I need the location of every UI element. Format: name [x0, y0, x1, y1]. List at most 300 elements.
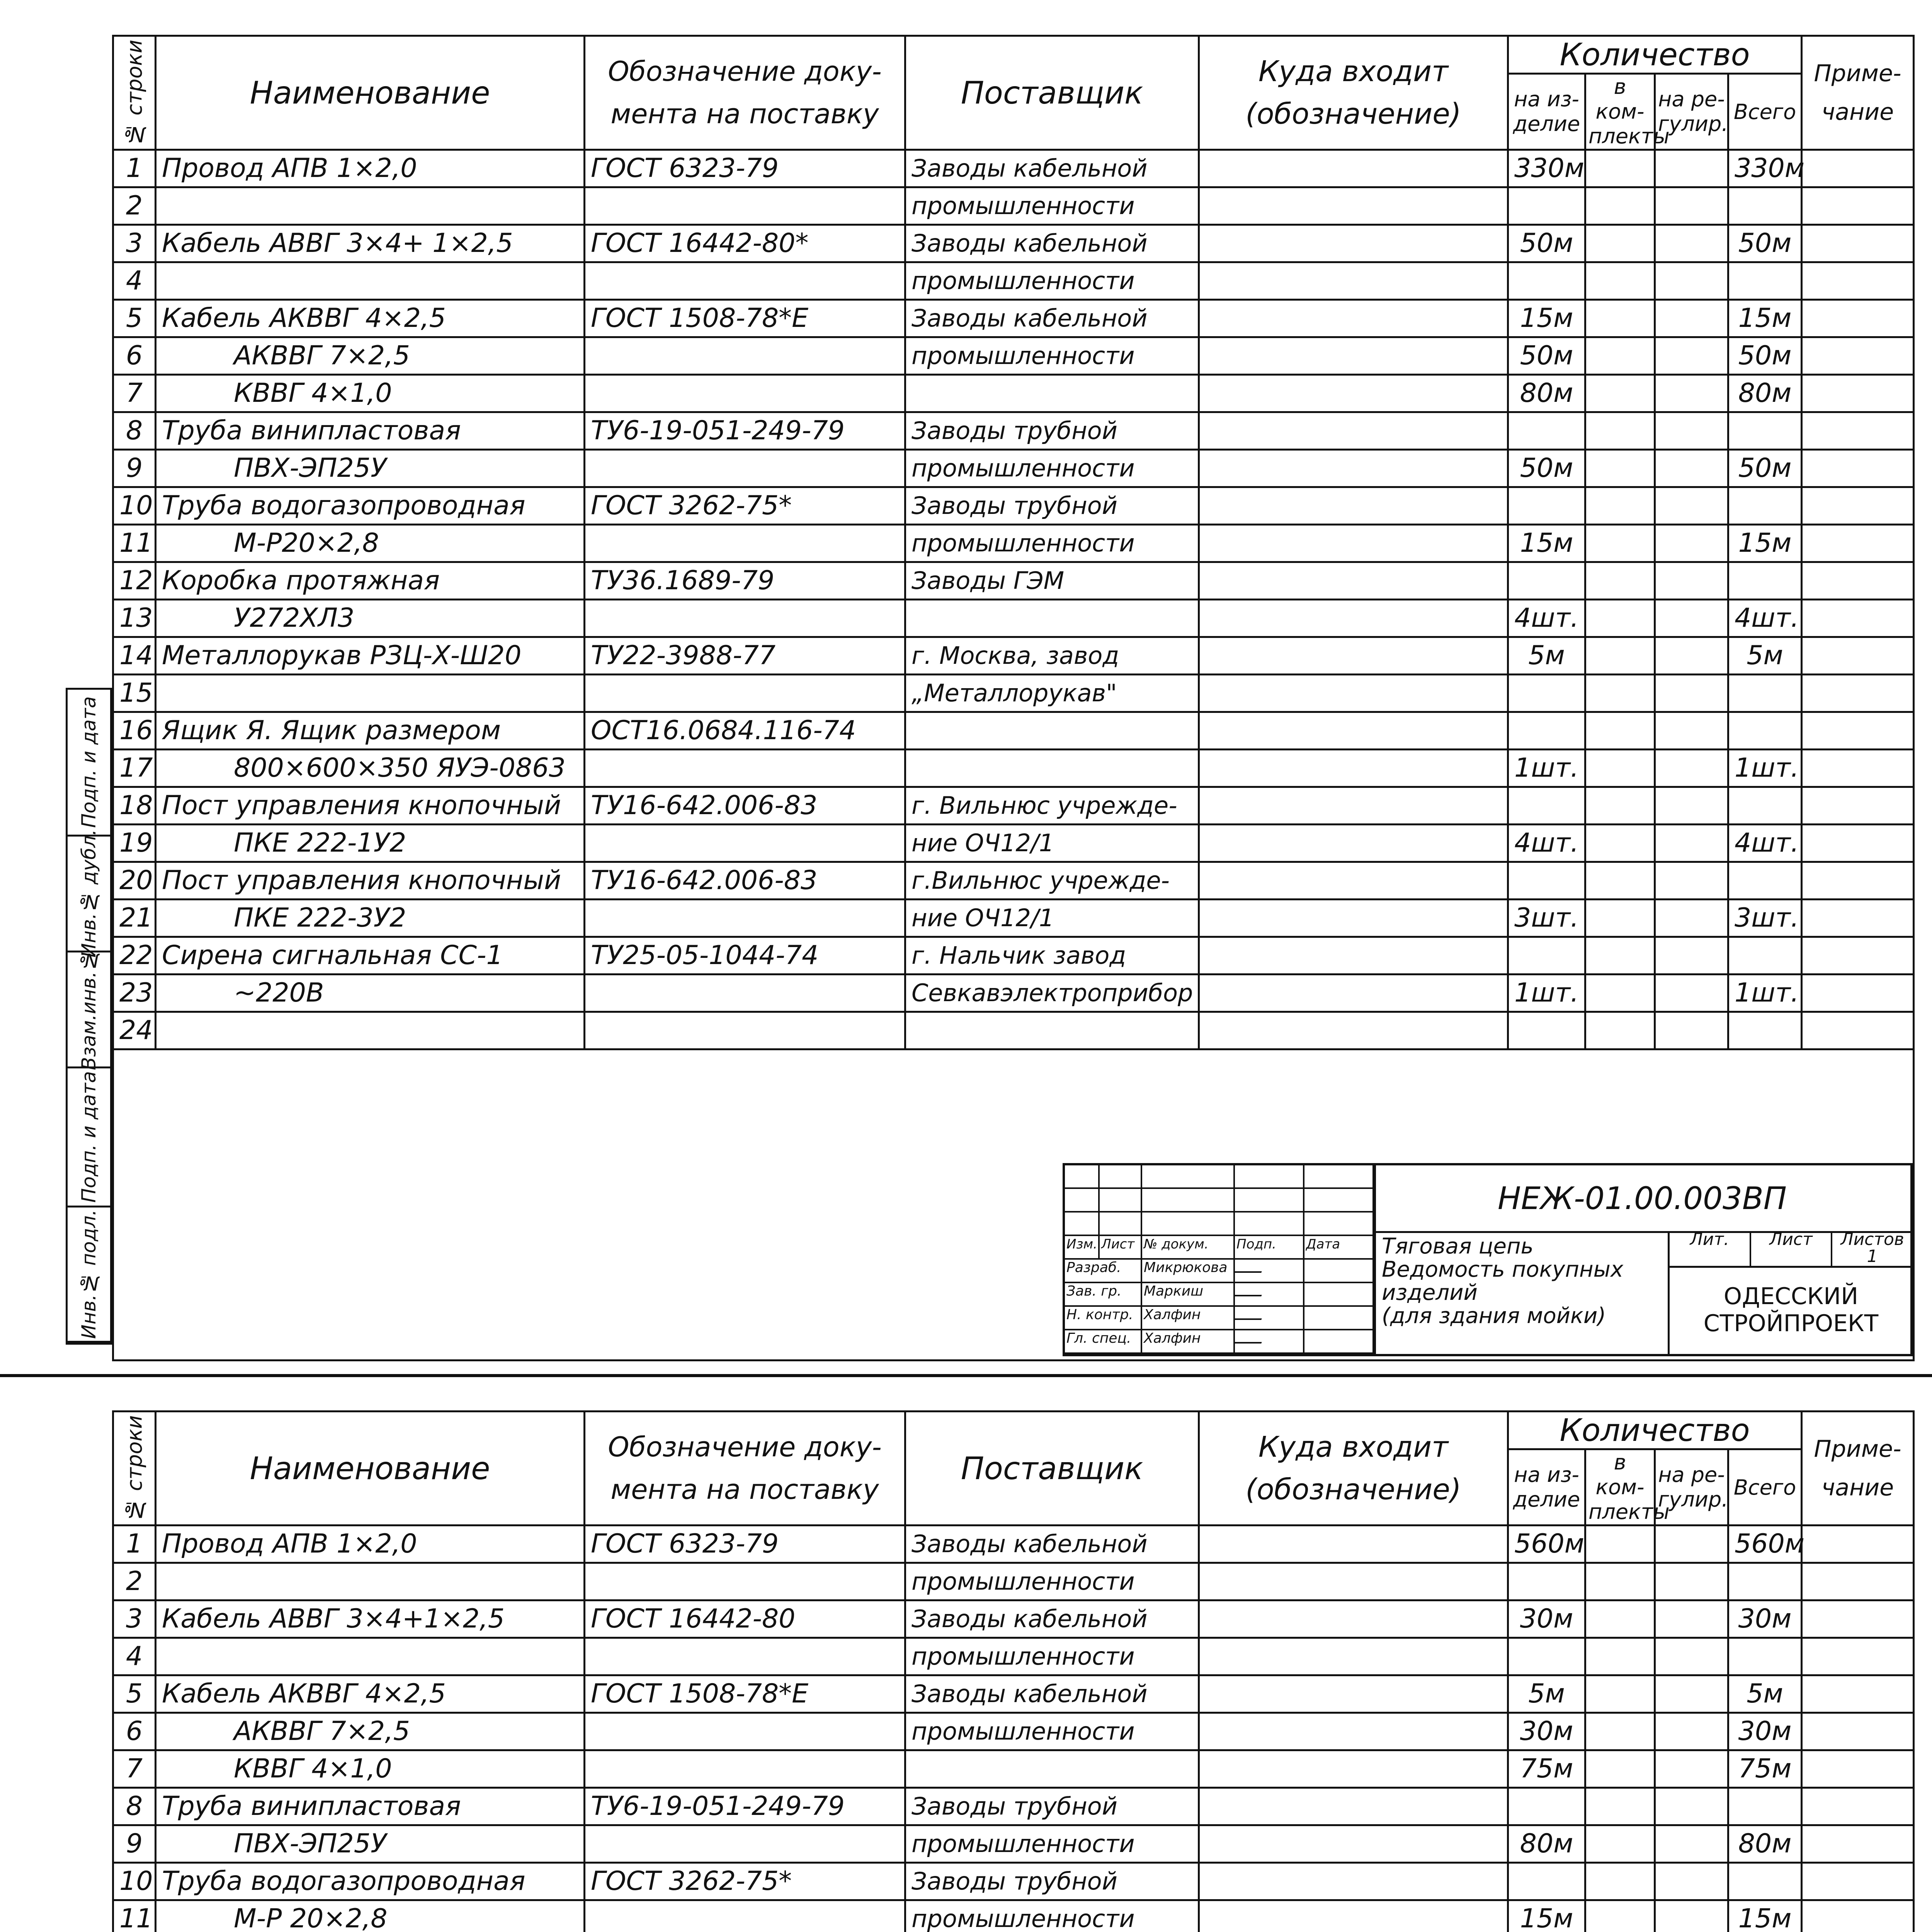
qty-per-item: [1508, 787, 1585, 825]
qty-adjust: [1655, 1563, 1728, 1600]
qty-total: [1728, 787, 1802, 825]
item-note: [1802, 150, 1914, 187]
item-supplier: промышленности: [905, 1825, 1199, 1863]
revision-cell: [1304, 1330, 1374, 1352]
qty-per-item: [1508, 1563, 1585, 1600]
qty-adjust: [1655, 862, 1728, 900]
item-destination: [1199, 487, 1508, 525]
item-doc: [585, 600, 905, 637]
item-name: Ящик Я. Ящик размером: [156, 712, 585, 750]
item-name: Труба винипластовая: [156, 1788, 585, 1825]
qty-sets: [1585, 1825, 1655, 1863]
item-note: [1802, 300, 1914, 337]
item-doc: [585, 1563, 905, 1600]
item-destination: [1199, 900, 1508, 937]
qty-per-item: [1508, 412, 1585, 450]
item-destination: [1199, 600, 1508, 637]
qty-total: 560м: [1728, 1526, 1802, 1563]
item-doc: [585, 975, 905, 1012]
spec-table: [112, 1410, 1915, 1932]
item-doc: ТУ6-19-051-249-79: [585, 1788, 905, 1825]
revision-grid: [1065, 1165, 1376, 1354]
item-destination: [1199, 1012, 1508, 1049]
qty-sets: [1585, 1526, 1655, 1563]
table-row: [113, 787, 1914, 825]
qty-per-item: 3шт.: [1508, 900, 1585, 937]
item-destination: [1199, 1863, 1508, 1900]
item-destination: [1199, 862, 1508, 900]
item-supplier: промышленности: [905, 337, 1199, 375]
strip-label: Инв.№ дубл.: [78, 829, 100, 958]
sheets-value: 1: [1867, 1247, 1878, 1266]
item-note: [1802, 750, 1914, 787]
item-name: 800×600×350 ЯУЭ-0863: [156, 750, 585, 787]
row-number: 3: [113, 225, 156, 262]
item-note: [1802, 787, 1914, 825]
item-note: [1802, 712, 1914, 750]
revision-cell: [1235, 1165, 1304, 1187]
header-row: [113, 1412, 1914, 1449]
strip-cell: [68, 829, 110, 958]
revision-cell: [1142, 1165, 1235, 1187]
item-supplier: [905, 1012, 1199, 1049]
qty-sets: [1585, 937, 1655, 975]
revision-cell: [1304, 1307, 1374, 1329]
item-doc: ГОСТ 1508-78*Е: [585, 1675, 905, 1713]
table-row: [113, 300, 1914, 337]
title-line: (для здания мойки): [1382, 1303, 1606, 1328]
item-supplier: [905, 375, 1199, 412]
item-supplier: г. Нальчик завод: [905, 937, 1199, 975]
item-supplier: Заводы ГЭМ: [905, 562, 1199, 600]
revision-cell: Лист: [1100, 1236, 1142, 1258]
header-adjust: на ре-гулир.: [1655, 74, 1728, 150]
qty-total: [1728, 412, 1802, 450]
item-doc: ТУ16-642.006-83: [585, 862, 905, 900]
item-note: [1802, 337, 1914, 375]
item-doc: [585, 750, 905, 787]
qty-per-item: 15м: [1508, 300, 1585, 337]
item-doc: ТУ36.1689-79: [585, 562, 905, 600]
row-number: 10: [113, 487, 156, 525]
table-row: [113, 412, 1914, 450]
row-number: 16: [113, 712, 156, 750]
revision-cell: [1304, 1213, 1374, 1235]
item-supplier: промышленности: [905, 262, 1199, 300]
lit-label: Лит.: [1670, 1231, 1751, 1266]
person-name: Микрюкова: [1142, 1260, 1235, 1282]
header-supplier: Поставщик: [905, 1412, 1199, 1526]
table-row: [113, 225, 1914, 262]
row-number: 6: [113, 1713, 156, 1750]
table-row: [113, 562, 1914, 600]
item-note: [1802, 225, 1914, 262]
qty-per-item: 5м: [1508, 1675, 1585, 1713]
row-number: 7: [113, 1750, 156, 1788]
qty-adjust: [1655, 1863, 1728, 1900]
row-number: 5: [113, 300, 156, 337]
qty-sets: [1585, 1012, 1655, 1049]
revision-row: [1065, 1330, 1374, 1354]
item-name: [156, 1638, 585, 1675]
item-destination: [1199, 187, 1508, 225]
qty-sets: [1585, 750, 1655, 787]
item-destination: [1199, 750, 1508, 787]
item-name: АКВВГ 7×2,5: [156, 337, 585, 375]
revision-row: [1065, 1260, 1374, 1283]
qty-sets: [1585, 1675, 1655, 1713]
qty-per-item: [1508, 1638, 1585, 1675]
row-number: 9: [113, 450, 156, 487]
item-name: М-Р 20×2,8: [156, 1900, 585, 1932]
item-name: [156, 1012, 585, 1049]
item-supplier: Заводы трубной: [905, 1863, 1199, 1900]
item-doc: ГОСТ 16442-80: [585, 1600, 905, 1638]
qty-total: 1шт.: [1728, 750, 1802, 787]
table-row: [113, 712, 1914, 750]
strip-label: Взам.инв.№: [78, 949, 100, 1070]
row-number: 11: [113, 1900, 156, 1932]
row-number: 4: [113, 1638, 156, 1675]
sheet-2: [0, 1376, 1932, 1932]
item-note: [1802, 562, 1914, 600]
qty-adjust: [1655, 750, 1728, 787]
item-destination: [1199, 150, 1508, 187]
header-note: Приме-чание: [1802, 36, 1914, 150]
qty-per-item: 50м: [1508, 337, 1585, 375]
item-supplier: [905, 750, 1199, 787]
qty-per-item: 5м: [1508, 637, 1585, 675]
title-line: Тяговая цепь: [1382, 1234, 1534, 1259]
qty-adjust: [1655, 150, 1728, 187]
table-row: [113, 1526, 1914, 1563]
row-number: 23: [113, 975, 156, 1012]
revision-cell: [1065, 1165, 1100, 1187]
item-name: ПВХ-ЭП25У: [156, 1825, 585, 1863]
item-destination: [1199, 1675, 1508, 1713]
revision-cell: [1100, 1213, 1142, 1235]
revision-cell: [1065, 1213, 1100, 1235]
item-name: Кабель АКВВГ 4×2,5: [156, 300, 585, 337]
qty-sets: [1585, 1600, 1655, 1638]
item-note: [1802, 187, 1914, 225]
item-name: Кабель АВВГ 3×4+1×2,5: [156, 1600, 585, 1638]
item-supplier: Заводы кабельной: [905, 1675, 1199, 1713]
table-row: [113, 1600, 1914, 1638]
qty-sets: [1585, 975, 1655, 1012]
item-destination: [1199, 375, 1508, 412]
item-supplier: г. Москва, завод: [905, 637, 1199, 675]
item-doc: ТУ16-642.006-83: [585, 787, 905, 825]
qty-adjust: [1655, 412, 1728, 450]
row-number: 9: [113, 1825, 156, 1863]
qty-adjust: [1655, 1600, 1728, 1638]
item-name: ПКЕ 222-1У2: [156, 825, 585, 862]
item-supplier: Заводы трубной: [905, 487, 1199, 525]
qty-sets: [1585, 862, 1655, 900]
qty-total: [1728, 1012, 1802, 1049]
qty-sets: [1585, 712, 1655, 750]
item-destination: [1199, 1750, 1508, 1788]
qty-total: 50м: [1728, 450, 1802, 487]
table-row: [113, 1713, 1914, 1750]
qty-per-item: [1508, 262, 1585, 300]
item-note: [1802, 412, 1914, 450]
qty-adjust: [1655, 337, 1728, 375]
qty-sets: [1585, 1713, 1655, 1750]
qty-total: [1728, 675, 1802, 712]
header-destination: Куда входит (обозначение): [1199, 36, 1508, 150]
revision-row: [1065, 1213, 1374, 1236]
item-name: Провод АПВ 1×2,0: [156, 150, 585, 187]
qty-sets: [1585, 150, 1655, 187]
role-label: Н. контр.: [1065, 1307, 1142, 1329]
header-rownum: № строки: [113, 1412, 156, 1526]
item-doc: ГОСТ 3262-75*: [585, 487, 905, 525]
qty-sets: [1585, 600, 1655, 637]
qty-total: 50м: [1728, 225, 1802, 262]
qty-adjust: [1655, 1900, 1728, 1932]
item-doc: [585, 262, 905, 300]
qty-total: 75м: [1728, 1750, 1802, 1788]
sheets-cell: [1832, 1231, 1912, 1266]
qty-adjust: [1655, 187, 1728, 225]
qty-per-item: 15м: [1508, 1900, 1585, 1932]
row-number: 12: [113, 562, 156, 600]
qty-per-item: 80м: [1508, 1825, 1585, 1863]
header-sets: в ком-плекты: [1585, 74, 1655, 150]
sheets-label: Листов: [1840, 1230, 1904, 1249]
qty-per-item: 50м: [1508, 225, 1585, 262]
qty-adjust: [1655, 825, 1728, 862]
org-line-2: СТРОЙПРОЕКТ: [1703, 1310, 1879, 1337]
revision-cell: [1142, 1189, 1235, 1211]
item-destination: [1199, 1788, 1508, 1825]
item-doc: [585, 1638, 905, 1675]
row-number: 14: [113, 637, 156, 675]
item-destination: [1199, 975, 1508, 1012]
item-destination: [1199, 1600, 1508, 1638]
qty-sets: [1585, 675, 1655, 712]
item-destination: [1199, 225, 1508, 262]
qty-adjust: [1655, 712, 1728, 750]
item-name: ~220В: [156, 975, 585, 1012]
qty-total: [1728, 262, 1802, 300]
revision-cell: [1100, 1189, 1142, 1211]
item-destination: [1199, 525, 1508, 562]
item-note: [1802, 1713, 1914, 1750]
item-supplier: промышленности: [905, 1900, 1199, 1932]
qty-per-item: [1508, 675, 1585, 712]
item-note: [1802, 637, 1914, 675]
row-number: 11: [113, 525, 156, 562]
qty-total: 4шт.: [1728, 600, 1802, 637]
revision-row: [1065, 1189, 1374, 1213]
qty-total: 15м: [1728, 300, 1802, 337]
header-adjust: на ре-гулир.: [1655, 1449, 1728, 1526]
qty-adjust: [1655, 450, 1728, 487]
role-label: Гл. спец.: [1065, 1330, 1142, 1352]
qty-adjust: [1655, 1713, 1728, 1750]
revision-cell: [1235, 1213, 1304, 1235]
item-note: [1802, 1563, 1914, 1600]
revision-cell: [1065, 1189, 1100, 1211]
item-note: [1802, 937, 1914, 975]
header-total: Всего: [1728, 1449, 1802, 1526]
revision-cell: Изм.: [1065, 1236, 1100, 1258]
qty-total: [1728, 937, 1802, 975]
header-designation: Обозначение доку-мента на поставку: [585, 1412, 905, 1526]
item-supplier: Заводы трубной: [905, 1788, 1199, 1825]
header-per-item: на из-делие: [1508, 1449, 1585, 1526]
item-supplier: ние ОЧ12/1: [905, 900, 1199, 937]
row-number: 20: [113, 862, 156, 900]
signature: [1235, 1260, 1304, 1282]
item-note: [1802, 1600, 1914, 1638]
qty-sets: [1585, 487, 1655, 525]
item-doc: ТУ25-05-1044-74: [585, 937, 905, 975]
item-note: [1802, 1526, 1914, 1563]
table-row: [113, 637, 1914, 675]
revision-row: [1065, 1307, 1374, 1330]
item-destination: [1199, 1825, 1508, 1863]
qty-per-item: [1508, 937, 1585, 975]
qty-adjust: [1655, 1526, 1728, 1563]
qty-sets: [1585, 1900, 1655, 1932]
item-name: Труба винипластовая: [156, 412, 585, 450]
table-row: [113, 937, 1914, 975]
item-supplier: [905, 1750, 1199, 1788]
item-name: [156, 187, 585, 225]
qty-total: 1шт.: [1728, 975, 1802, 1012]
item-doc: [585, 675, 905, 712]
document-code: НЕЖ-01.00.003ВП: [1374, 1165, 1910, 1233]
row-number: 5: [113, 1675, 156, 1713]
qty-sets: [1585, 825, 1655, 862]
row-number: 6: [113, 337, 156, 375]
item-destination: [1199, 1563, 1508, 1600]
header-rownum: № строки: [113, 36, 156, 150]
row-number: 18: [113, 787, 156, 825]
item-doc: ТУ22-3988-77: [585, 637, 905, 675]
person-name: Маркиш: [1142, 1283, 1235, 1305]
item-destination: [1199, 300, 1508, 337]
revision-row: [1065, 1283, 1374, 1307]
row-number: 15: [113, 675, 156, 712]
item-destination: [1199, 337, 1508, 375]
row-number: 19: [113, 825, 156, 862]
binding-strip: [66, 688, 112, 1345]
qty-per-item: 30м: [1508, 1600, 1585, 1638]
qty-total: [1728, 862, 1802, 900]
qty-adjust: [1655, 525, 1728, 562]
item-note: [1802, 825, 1914, 862]
qty-per-item: [1508, 1788, 1585, 1825]
item-doc: [585, 1012, 905, 1049]
header-name: Наименование: [156, 1412, 585, 1526]
item-destination: [1199, 787, 1508, 825]
table-row: [113, 1788, 1914, 1825]
table-row: [113, 487, 1914, 525]
row-number: 21: [113, 900, 156, 937]
item-name: Коробка протяжная: [156, 562, 585, 600]
row-number: 3: [113, 1600, 156, 1638]
table-row: [113, 525, 1914, 562]
item-name: ПВХ-ЭП25У: [156, 450, 585, 487]
item-note: [1802, 1788, 1914, 1825]
table-row: [113, 1750, 1914, 1788]
org-line-1: ОДЕССКИЙ: [1723, 1283, 1859, 1310]
qty-sets: [1585, 450, 1655, 487]
header-quantity: Количество: [1508, 1412, 1802, 1449]
item-doc: [585, 1750, 905, 1788]
item-supplier: Заводы кабельной: [905, 300, 1199, 337]
table-row: [113, 1012, 1914, 1049]
qty-per-item: [1508, 1863, 1585, 1900]
qty-adjust: [1655, 637, 1728, 675]
item-doc: ОСТ16.0684.116-74: [585, 712, 905, 750]
item-note: [1802, 675, 1914, 712]
qty-total: 80м: [1728, 1825, 1802, 1863]
item-doc: ГОСТ 6323-79: [585, 1526, 905, 1563]
item-name: Пост управления кнопочный: [156, 862, 585, 900]
revision-row: [1065, 1236, 1374, 1260]
qty-total: 330м: [1728, 150, 1802, 187]
item-supplier: промышленности: [905, 525, 1199, 562]
qty-total: 15м: [1728, 1900, 1802, 1932]
table-row: [113, 675, 1914, 712]
header-destination: Куда входит (обозначение): [1199, 1412, 1508, 1526]
item-name: У272ХЛ3: [156, 600, 585, 637]
item-name: Кабель АВВГ 3×4+ 1×2,5: [156, 225, 585, 262]
table-row: [113, 825, 1914, 862]
row-number: 1: [113, 150, 156, 187]
row-number: 8: [113, 412, 156, 450]
qty-per-item: 4шт.: [1508, 600, 1585, 637]
item-supplier: Заводы кабельной: [905, 225, 1199, 262]
qty-total: [1728, 1638, 1802, 1675]
qty-adjust: [1655, 375, 1728, 412]
item-note: [1802, 1863, 1914, 1900]
revision-cell: [1235, 1189, 1304, 1211]
item-destination: [1199, 450, 1508, 487]
item-destination: [1199, 712, 1508, 750]
item-doc: ГОСТ 3262-75*: [585, 1863, 905, 1900]
qty-total: 30м: [1728, 1713, 1802, 1750]
qty-sets: [1585, 1863, 1655, 1900]
header-total: Всего: [1728, 74, 1802, 150]
qty-adjust: [1655, 975, 1728, 1012]
qty-per-item: [1508, 862, 1585, 900]
strip-label: Подп. и дата: [78, 696, 100, 828]
qty-total: [1728, 1788, 1802, 1825]
item-destination: [1199, 637, 1508, 675]
qty-total: 30м: [1728, 1600, 1802, 1638]
signature: [1235, 1307, 1304, 1329]
item-supplier: Заводы кабельной: [905, 150, 1199, 187]
qty-per-item: 30м: [1508, 1713, 1585, 1750]
header-name: Наименование: [156, 36, 585, 150]
qty-total: 80м: [1728, 375, 1802, 412]
revision-cell: [1100, 1165, 1142, 1187]
qty-adjust: [1655, 675, 1728, 712]
title-block: [1063, 1163, 1913, 1356]
table-row: [113, 1825, 1914, 1863]
qty-total: [1728, 712, 1802, 750]
item-name: ПКЕ 222-3У2: [156, 900, 585, 937]
item-destination: [1199, 825, 1508, 862]
qty-sets: [1585, 1750, 1655, 1788]
